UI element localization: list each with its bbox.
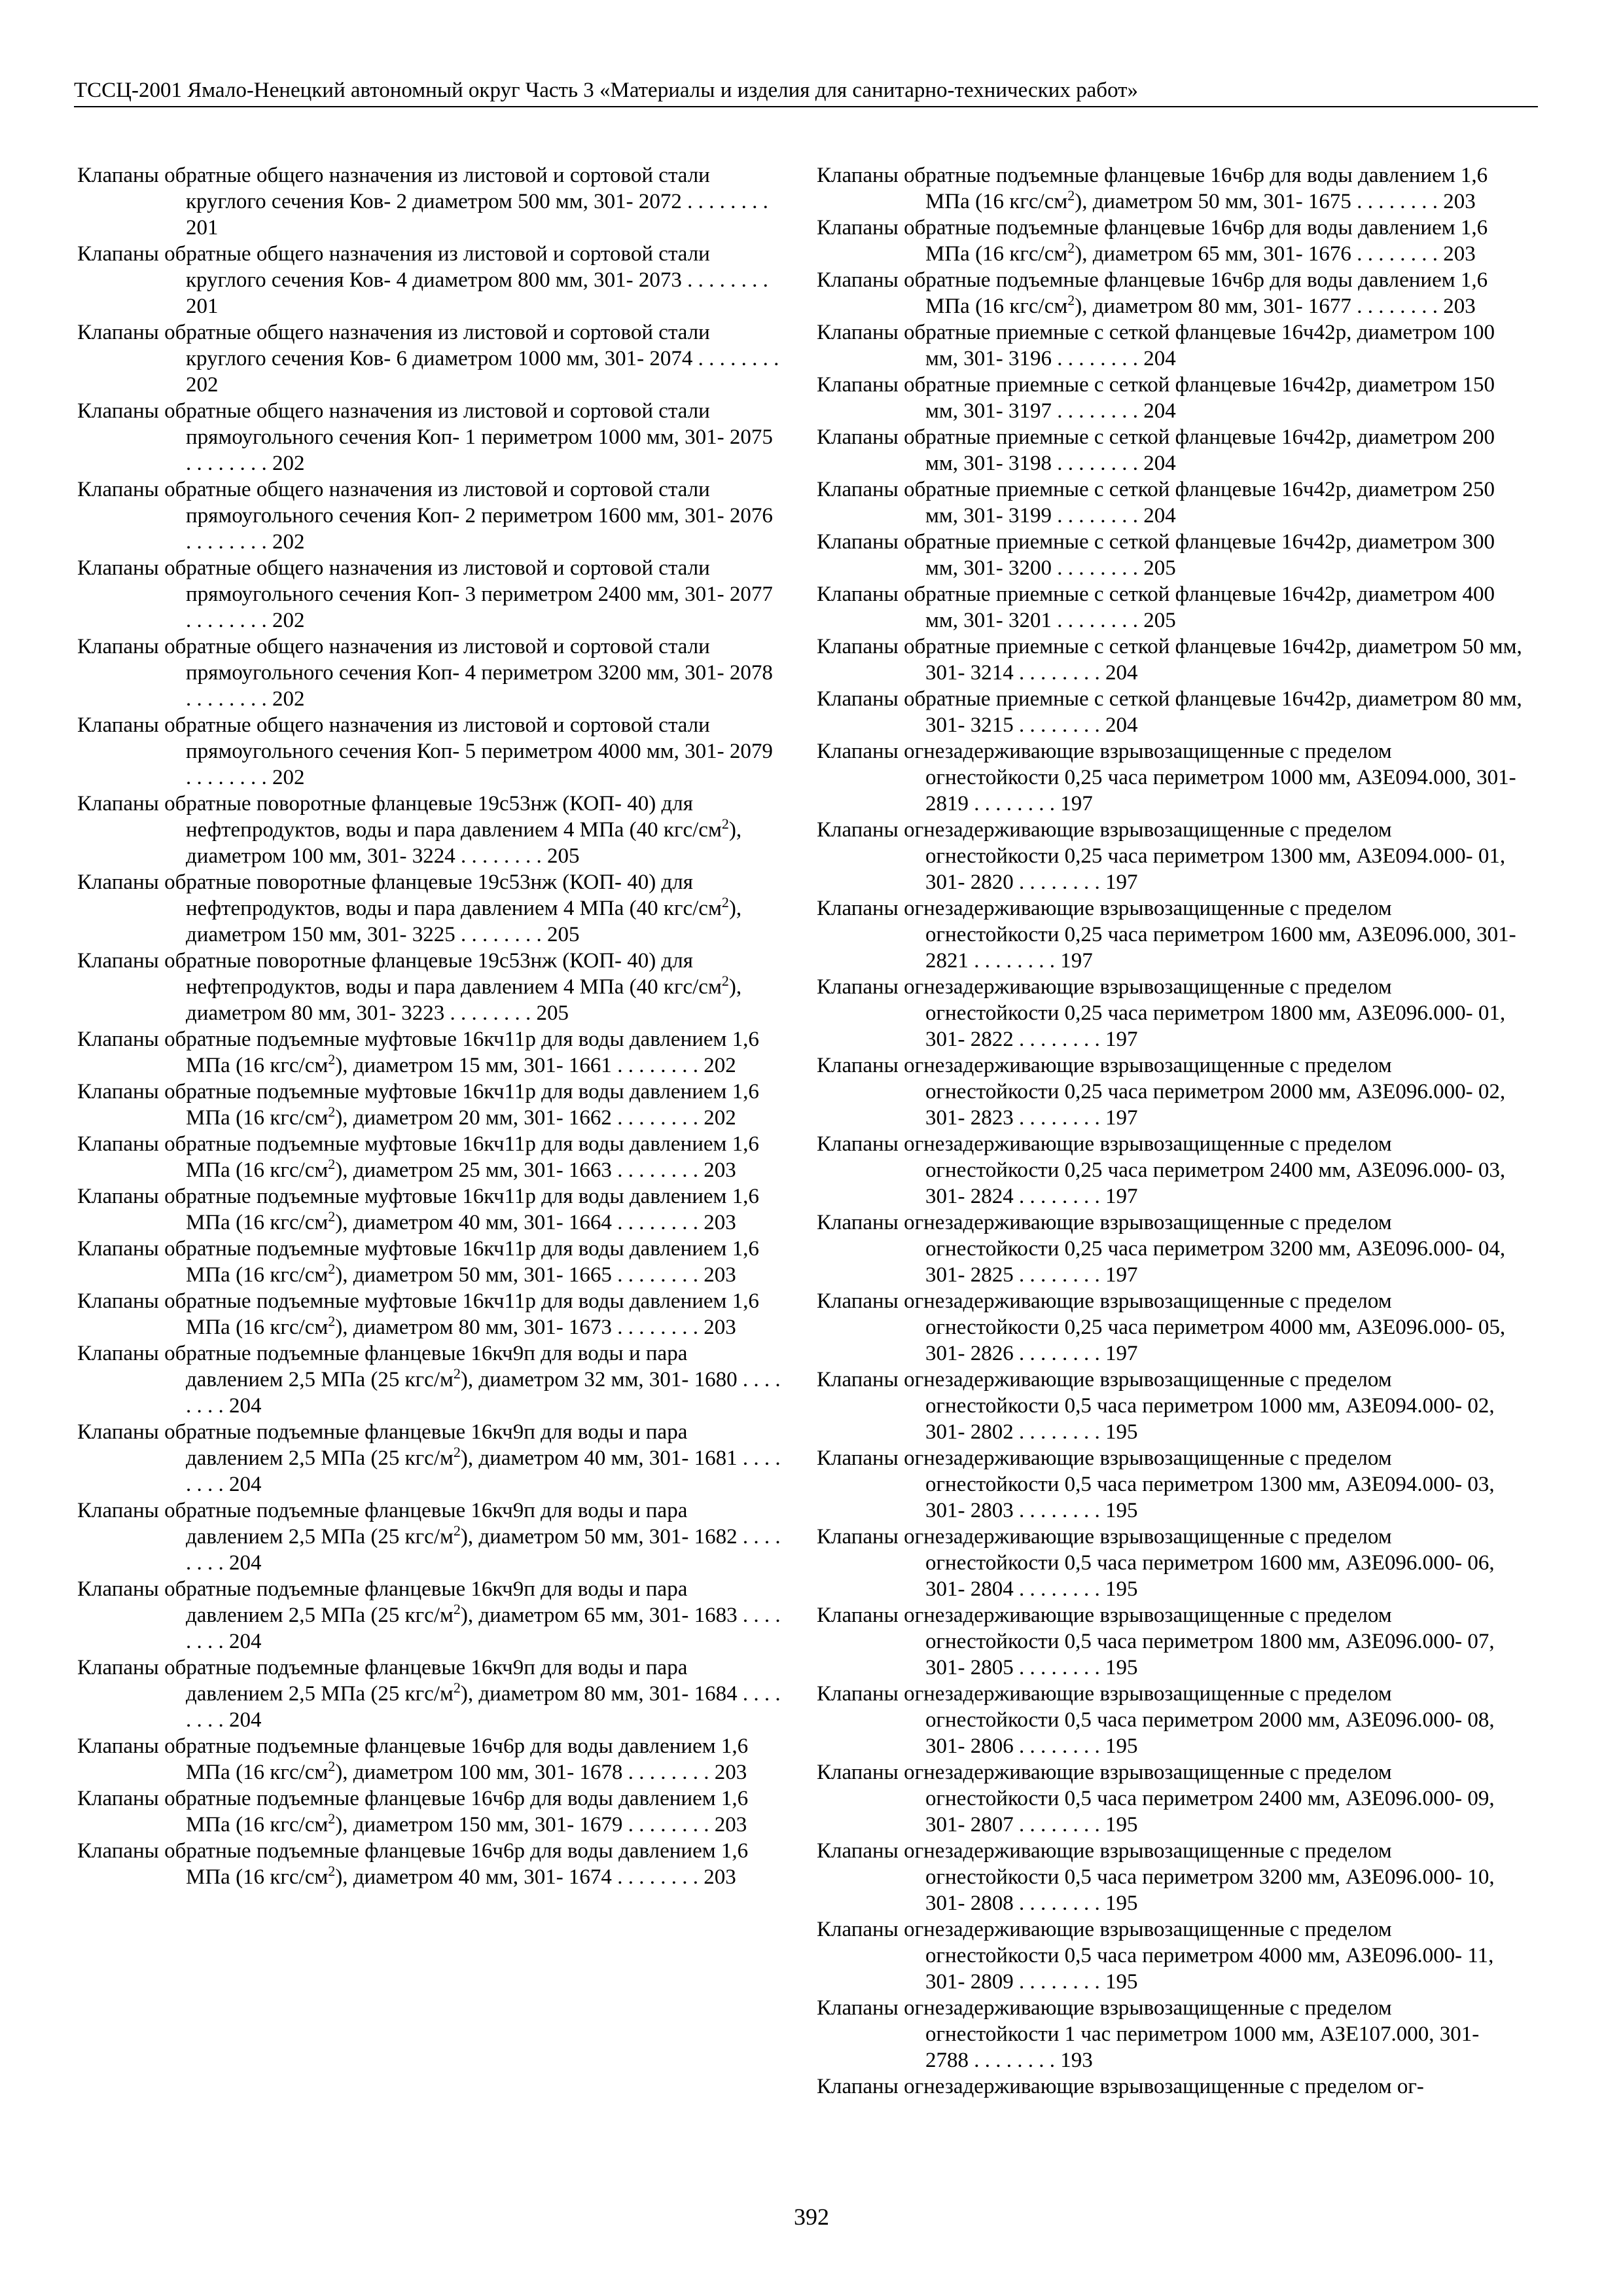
index-entry — [817, 686, 1525, 738]
index-entry-text: Клапаны обратные поворотные фланцевые 19с53нж (КОП- 40) для нефтепродуктов, воды и пара давлением 4 МПа (40 кгс/$см^2$), диаметром 150 мм, 301- 3225 — [77, 870, 742, 946]
leader-dots: . . . . . . . . — [460, 923, 542, 946]
index-entry — [817, 1210, 1525, 1288]
index-entry-page: 195 — [1105, 1892, 1138, 1915]
index-entry-page: 202 — [272, 530, 305, 554]
index-entry-text: Клапаны обратные общего назначения из листовой и сортовой стали прямоугольного сечения Коп- 1 периметром 1000 мм, 301- 2075 — [77, 399, 773, 449]
index-entry-page: 204 — [229, 1394, 262, 1418]
index-entry-page: 202 — [704, 1054, 736, 1077]
index-entry — [817, 1288, 1525, 1367]
leader-dots: . . . . . . . . — [460, 844, 542, 868]
leader-dots: . . . . . . . . — [1019, 1656, 1100, 1679]
index-entry-text: Клапаны огнезадерживающие взрывозащищенные с пределом огнестойкости 0,5 часа периметром 2400 мм, АЗЕ096.000- 09, 301- 2807 — [817, 1761, 1495, 1837]
index-entry-text: Клапаны обратные подъемные фланцевые 16кч9п для воды и пара давлением 2,5 МПа (25 кгс/$м^2$), диаметром 65 мм, 301- 1683 — [77, 1577, 738, 1627]
index-entry-page: 204 — [1105, 661, 1138, 685]
index-entry-text: Клапаны обратные приемные с сеткой фланцевые 16ч42р, диаметром 400 мм, 301- 3201 — [817, 583, 1495, 632]
index-entry-text: Клапаны обратные приемные с сеткой фланцевые 16ч42р, диаметром 300 мм, 301- 3200 — [817, 530, 1495, 580]
index-entry-page: 195 — [1105, 1499, 1138, 1522]
index-entry-text: Клапаны огнезадерживающие взрывозащищенные с пределом ог- — [817, 2075, 1424, 2098]
leader-dots: . . . . . . . . — [617, 1316, 698, 1339]
index-entry — [817, 1052, 1525, 1131]
index-entry-page: 197 — [1105, 870, 1138, 894]
index-entry-text: Клапаны обратные поворотные фланцевые 19с53нж (КОП- 40) для нефтепродуктов, воды и пара давлением 4 МПа (40 кгс/$см^2$), диаметром 80 мм, 301- 3223 — [77, 949, 742, 1025]
index-entry — [817, 974, 1525, 1052]
index-entry-text: Клапаны обратные приемные с сеткой фланцевые 16ч42р, диаметром 200 мм, 301- 3198 — [817, 425, 1495, 475]
index-entry-page: 197 — [1060, 792, 1093, 816]
index-entry-text: Клапаны обратные подъемные фланцевые 16ч6р для воды давлением 1,6 МПа (16 кгс/$см^2$), диаметром 40 мм, 301- 1674 — [77, 1839, 749, 1889]
leader-dots: . . . . . . . . — [1019, 1892, 1100, 1915]
index-entry — [77, 398, 783, 476]
index-entry — [817, 319, 1525, 372]
index-entry — [817, 215, 1525, 267]
index-entry-text: Клапаны обратные подъемные фланцевые 16ч6р для воды давлением 1,6 МПа (16 кгс/$см^2$), диаметром 65 мм, 301- 1676 — [817, 216, 1488, 266]
index-entry-text: Клапаны обратные общего назначения из листовой и сортовой стали прямоугольного сечения Коп- 2 периметром 1600 мм, 301- 2076 — [77, 478, 773, 528]
leader-dots: . . . . . . . . — [1019, 1970, 1100, 1994]
index-entry-text: Клапаны обратные приемные с сеткой фланцевые 16ч42р, диаметром 100 мм, 301- 3196 — [817, 321, 1495, 370]
leader-dots: . . . . . . . . — [1019, 1499, 1100, 1522]
leader-dots: . . . . . . . . — [974, 2049, 1055, 2072]
leader-dots: . . . . . . . . — [1019, 1263, 1100, 1287]
index-entry-page: 201 — [186, 216, 219, 240]
leader-dots: . . . . . . . . — [186, 687, 267, 711]
leader-dots: . . . . . . . . — [617, 1106, 698, 1130]
index-entry-text: Клапаны обратные общего назначения из листовой и сортовой стали круглого сечения Ков- 4 диаметром 800 мм, 301- 2073 — [77, 242, 710, 292]
index-entry-page: 204 — [229, 1473, 262, 1496]
index-entry-page: 203 — [704, 1158, 736, 1182]
index-entry-page: 204 — [1143, 452, 1176, 475]
index-entry — [77, 1419, 783, 1498]
index-entry — [817, 2073, 1525, 2100]
index-entry-text: Клапаны обратные подъемные фланцевые 16ч6р для воды давлением 1,6 МПа (16 кгс/$см^2$), диаметром 80 мм, 301- 1677 — [817, 268, 1488, 318]
index-entry-page: 204 — [1143, 504, 1176, 528]
index-entry-page: 203 — [1443, 242, 1476, 266]
index-entry-text: Клапаны огнезадерживающие взрывозащищенные с пределом огнестойкости 0,25 часа периметром 1300 мм, АЗЕ094.000- 01, 301- 2820 — [817, 818, 1506, 894]
leader-dots: . . . . . . . . — [1019, 1185, 1100, 1208]
leader-dots: . . . . . . . . — [186, 530, 267, 554]
index-entry — [817, 372, 1525, 424]
index-column-left — [77, 162, 783, 1890]
index-entry-page: 197 — [1105, 1185, 1138, 1208]
index-entry — [817, 817, 1525, 895]
index-entry-text: Клапаны обратные подъемные муфтовые 16кч11р для воды давлением 1,6 МПа (16 кгс/$см^2$), диаметром 25 мм, 301- 1663 — [77, 1132, 759, 1182]
leader-dots: . . . . . . . . — [186, 1682, 781, 1732]
index-entry-page: 203 — [1443, 295, 1476, 318]
index-entry-page: 204 — [1143, 399, 1176, 423]
index-entry-page: 197 — [1105, 1263, 1138, 1287]
index-entry — [77, 634, 783, 712]
index-entry-text: Клапаны огнезадерживающие взрывозащищенные с пределом огнестойкости 0,5 часа периметром 1600 мм, АЗЕ096.000- 06, 301- 2804 — [817, 1525, 1495, 1601]
index-entry-text: Клапаны огнезадерживающие взрывозащищенные с пределом огнестойкости 0,5 часа периметром 4000 мм, АЗЕ096.000- 11, 301- 2809 — [817, 1918, 1494, 1994]
index-entry-text: Клапаны огнезадерживающие взрывозащищенные с пределом огнестойкости 0,25 часа периметром 2400 мм, АЗЕ096.000- 03, 301- 2824 — [817, 1132, 1506, 1208]
leader-dots: . . . . . . . . — [186, 1368, 781, 1418]
index-entry-page: 202 — [272, 687, 305, 711]
index-entry-page: 195 — [1105, 1577, 1138, 1601]
leader-dots: . . . . . . . . — [1019, 1420, 1100, 1444]
index-entry — [77, 476, 783, 555]
index-entry-page: 202 — [186, 373, 219, 397]
index-entry-text: Клапаны огнезадерживающие взрывозащищенные с пределом огнестойкости 0,25 часа периметром 2000 мм, АЗЕ096.000- 02, 301- 2823 — [817, 1054, 1506, 1130]
index-entry-text: Клапаны обратные подъемные муфтовые 16кч11р для воды давлением 1,6 МПа (16 кгс/$см^2$), диаметром 50 мм, 301- 1665 — [77, 1237, 759, 1287]
leader-dots: . . . . . . . . — [186, 1604, 781, 1653]
index-entry-page: 205 — [536, 1001, 569, 1025]
leader-dots: . . . . . . . . — [1357, 295, 1438, 318]
index-entry-text: Клапаны огнезадерживающие взрывозащищенные с пределом огнестойкости 0,5 часа периметром 1000 мм, АЗЕ094.000- 02, 301- 2802 — [817, 1368, 1495, 1444]
leader-dots: . . . . . . . . — [617, 1054, 698, 1077]
leader-dots: . . . . . . . . — [1057, 504, 1139, 528]
leader-dots: . . . . . . . . — [1019, 1342, 1100, 1365]
index-entry — [817, 1681, 1525, 1759]
index-entry-text: Клапаны огнезадерживающие взрывозащищенные с пределом огнестойкости 1 час периметром 1000 мм, АЗЕ107.000, 301- 2788 — [817, 1996, 1480, 2072]
index-entry-page: 202 — [272, 766, 305, 789]
index-entry-text: Клапаны обратные приемные с сеткой фланцевые 16ч42р, диаметром 80 мм, 301- 3215 — [817, 687, 1522, 737]
leader-dots: . . . . . . . . — [1019, 1028, 1100, 1051]
index-entry-page: 195 — [1105, 1420, 1138, 1444]
leader-dots: . . . . . . . . — [1057, 347, 1139, 370]
index-entry — [817, 581, 1525, 634]
index-entry — [817, 162, 1525, 215]
page-header: ТССЦ-2001 Ямало-Ненецкий автономный округ Часть 3 «Материалы и изделия для санитарно-технических работ» — [74, 77, 1538, 107]
index-entry — [817, 1524, 1525, 1602]
leader-dots: . . . . . . . . — [1357, 190, 1438, 213]
leader-dots: . . . . . . . . — [974, 792, 1055, 816]
index-entry-page: 204 — [1143, 347, 1176, 370]
index-entry — [817, 1367, 1525, 1445]
page-number: 392 — [794, 2204, 829, 2230]
index-entry — [817, 267, 1525, 319]
index-entry — [817, 476, 1525, 529]
index-entry-page: 202 — [272, 609, 305, 632]
index-entry — [77, 712, 783, 791]
index-entry-page: 197 — [1105, 1342, 1138, 1365]
leader-dots: . . . . . . . . — [687, 190, 768, 213]
leader-dots: . . . . . . . . — [1019, 1106, 1100, 1130]
index-entry-text: Клапаны огнезадерживающие взрывозащищенные с пределом огнестойкости 0,25 часа периметром 1000 мм, АЗЕ094.000, 301- 2819 — [817, 740, 1516, 816]
index-entry-page: 203 — [704, 1316, 736, 1339]
index-entry — [77, 1733, 783, 1785]
index-entry-text: Клапаны огнезадерживающие взрывозащищенные с пределом огнестойкости 0,5 часа периметром 2000 мм, АЗЕ096.000- 08, 301- 2806 — [817, 1682, 1495, 1758]
index-entry — [77, 1340, 783, 1419]
leader-dots: . . . . . . . . — [186, 766, 267, 789]
index-entry-text: Клапаны обратные приемные с сеткой фланцевые 16ч42р, диаметром 250 мм, 301- 3199 — [817, 478, 1495, 528]
leader-dots: . . . . . . . . — [617, 1211, 698, 1234]
index-entry — [77, 1183, 783, 1236]
index-entry — [77, 1288, 783, 1340]
index-entry-text: Клапаны обратные подъемные фланцевые 16кч9п для воды и пара давлением 2,5 МПа (25 кгс/$м^2$), диаметром 50 мм, 301- 1682 — [77, 1499, 738, 1549]
index-entry — [77, 791, 783, 869]
leader-dots: . . . . . . . . — [1057, 452, 1139, 475]
index-entry-page: 195 — [1105, 1970, 1138, 1994]
index-entry — [77, 319, 783, 398]
index-entry-page: 195 — [1105, 1734, 1138, 1758]
leader-dots: . . . . . . . . — [1019, 713, 1100, 737]
index-entry-page: 203 — [714, 1813, 747, 1837]
leader-dots: . . . . . . . . — [617, 1158, 698, 1182]
index-entry-text: Клапаны обратные приемные с сеткой фланцевые 16ч42р, диаметром 150 мм, 301- 3197 — [817, 373, 1495, 423]
leader-dots: . . . . . . . . — [1057, 399, 1139, 423]
index-entry-page: 205 — [546, 923, 580, 946]
index-entry-page: 203 — [1443, 190, 1476, 213]
leader-dots: . . . . . . . . — [1019, 1577, 1100, 1601]
index-entry-text: Клапаны обратные общего назначения из листовой и сортовой стали круглого сечения Ков- 2 диаметром 500 мм, 301- 2072 — [77, 164, 710, 213]
index-entry-page: 202 — [704, 1106, 736, 1130]
leader-dots: . . . . . . . . — [186, 1525, 781, 1575]
index-entry — [77, 948, 783, 1026]
index-entry-page: 203 — [704, 1865, 736, 1889]
index-entry-page: 205 — [546, 844, 580, 868]
index-entry — [77, 869, 783, 948]
index-entry — [77, 1576, 783, 1655]
index-entry — [817, 738, 1525, 817]
index-entry-page: 204 — [229, 1708, 262, 1732]
leader-dots: . . . . . . . . — [628, 1813, 709, 1837]
index-entry — [817, 1995, 1525, 2073]
leader-dots: . . . . . . . . — [628, 1761, 709, 1784]
index-entry-text: Клапаны обратные общего назначения из листовой и сортовой стали прямоугольного сечения Коп- 5 периметром 4000 мм, 301- 2079 — [77, 713, 773, 763]
index-entry — [817, 424, 1525, 476]
index-entry — [77, 241, 783, 319]
index-entry-text: Клапаны обратные подъемные фланцевые 16кч9п для воды и пара давлением 2,5 МПа (25 кгс/$м^2$), диаметром 80 мм, 301- 1684 — [77, 1656, 738, 1706]
index-entry-text: Клапаны огнезадерживающие взрывозащищенные с пределом огнестойкости 0,25 часа периметром 1600 мм, АЗЕ096.000, 301- 2821 — [817, 897, 1516, 973]
index-entry — [77, 1026, 783, 1079]
index-entry-text: Клапаны огнезадерживающие взрывозащищенные с пределом огнестойкости 0,25 часа периметром 4000 мм, АЗЕ096.000- 05, 301- 2826 — [817, 1289, 1506, 1365]
index-entry-text: Клапаны обратные подъемные муфтовые 16кч11р для воды давлением 1,6 МПа (16 кгс/$см^2$), диаметром 15 мм, 301- 1661 — [77, 1028, 759, 1077]
index-entry-text: Клапаны обратные общего назначения из листовой и сортовой стали прямоугольного сечения Коп- 4 периметром 3200 мм, 301- 2078 — [77, 635, 773, 685]
leader-dots: . . . . . . . . — [1019, 1734, 1100, 1758]
index-entry-page: 203 — [704, 1263, 736, 1287]
index-entry-page: 203 — [704, 1211, 736, 1234]
index-entry-page: 197 — [1105, 1028, 1138, 1051]
index-entry-text: Клапаны обратные приемные с сеткой фланцевые 16ч42р, диаметром 50 мм, 301- 3214 — [817, 635, 1522, 685]
index-entry-page: 204 — [1105, 713, 1138, 737]
index-entry-page: 195 — [1105, 1656, 1138, 1679]
index-entry-page: 201 — [186, 295, 219, 318]
index-entry-page: 195 — [1105, 1813, 1138, 1837]
index-entry-page: 204 — [229, 1630, 262, 1653]
index-entry-page: 205 — [1143, 609, 1176, 632]
leader-dots: . . . . . . . . — [1357, 242, 1438, 266]
index-entry — [77, 1236, 783, 1288]
index-entry-text: Клапаны обратные общего назначения из листовой и сортовой стали круглого сечения Ков- 6 диаметром 1000 мм, 301- 2074 — [77, 321, 710, 370]
leader-dots: . . . . . . . . — [698, 347, 779, 370]
index-entry — [77, 1785, 783, 1838]
index-entry — [77, 162, 783, 241]
index-entry — [77, 1131, 783, 1183]
index-entry — [817, 1838, 1525, 1916]
index-entry — [77, 1498, 783, 1576]
index-entry-text: Клапаны обратные поворотные фланцевые 19с53нж (КОП- 40) для нефтепродуктов, воды и пара давлением 4 МПа (40 кгс/$см^2$), диаметром 100 мм, 301- 3224 — [77, 792, 742, 868]
index-entry-page: 197 — [1060, 949, 1093, 973]
leader-dots: . . . . . . . . — [186, 1446, 781, 1496]
index-entry — [817, 895, 1525, 974]
leader-dots: . . . . . . . . — [186, 452, 267, 475]
index-entry-text: Клапаны огнезадерживающие взрывозащищенные с пределом огнестойкости 0,25 часа периметром 3200 мм, АЗЕ096.000- 04, 301- 2825 — [817, 1211, 1506, 1287]
index-entry-text: Клапаны обратные подъемные фланцевые 16ч6р для воды давлением 1,6 МПа (16 кгс/$см^2$), диаметром 100 мм, 301- 1678 — [77, 1734, 749, 1784]
index-entry-text: Клапаны обратные подъемные муфтовые 16кч11р для воды давлением 1,6 МПа (16 кгс/$см^2$), диаметром 20 мм, 301- 1662 — [77, 1080, 759, 1130]
index-entry-page: 205 — [1143, 556, 1176, 580]
index-entry-text: Клапаны обратные общего назначения из листовой и сортовой стали прямоугольного сечения Коп- 3 периметром 2400 мм, 301- 2077 — [77, 556, 773, 606]
index-entry-text: Клапаны обратные подъемные муфтовые 16кч11р для воды давлением 1,6 МПа (16 кгс/$см^2$), диаметром 80 мм, 301- 1673 — [77, 1289, 759, 1339]
index-entry — [77, 1838, 783, 1890]
index-entry — [817, 634, 1525, 686]
index-entry-text: Клапаны обратные подъемные фланцевые 16ч6р для воды давлением 1,6 МПа (16 кгс/$см^2$), диаметром 150 мм, 301- 1679 — [77, 1787, 749, 1837]
index-entry-text: Клапаны обратные подъемные фланцевые 16ч6р для воды давлением 1,6 МПа (16 кгс/$см^2$), диаметром 50 мм, 301- 1675 — [817, 164, 1488, 213]
leader-dots: . . . . . . . . — [617, 1865, 698, 1889]
index-entry-page: 197 — [1105, 1106, 1138, 1130]
leader-dots: . . . . . . . . — [186, 609, 267, 632]
leader-dots: . . . . . . . . — [687, 268, 768, 292]
index-entry-text: Клапаны обратные подъемные фланцевые 16кч9п для воды и пара давлением 2,5 МПа (25 кгс/$м^2$), диаметром 32 мм, 301- 1680 — [77, 1342, 738, 1391]
leader-dots: . . . . . . . . — [1019, 1813, 1100, 1837]
index-entry-page: 202 — [272, 452, 305, 475]
index-entry-text: Клапаны обратные подъемные муфтовые 16кч11р для воды давлением 1,6 МПа (16 кгс/$см^2$), диаметром 40 мм, 301- 1664 — [77, 1185, 759, 1234]
index-entry-page: 204 — [229, 1551, 262, 1575]
index-entry — [77, 1079, 783, 1131]
index-entry-text: Клапаны огнезадерживающие взрывозащищенные с пределом огнестойкости 0,5 часа периметром 1300 мм, АЗЕ094.000- 03, 301- 2803 — [817, 1446, 1495, 1522]
index-entry-text: Клапаны огнезадерживающие взрывозащищенные с пределом огнестойкости 0,25 часа периметром 1800 мм, АЗЕ096.000- 01, 301- 2822 — [817, 975, 1506, 1051]
leader-dots: . . . . . . . . — [974, 949, 1055, 973]
index-entry-page: 203 — [714, 1761, 747, 1784]
index-entry — [817, 529, 1525, 581]
index-column-right — [817, 162, 1525, 2100]
leader-dots: . . . . . . . . — [617, 1263, 698, 1287]
leader-dots: . . . . . . . . — [1057, 609, 1139, 632]
index-entry-text: Клапаны огнезадерживающие взрывозащищенные с пределом огнестойкости 0,5 часа периметром 3200 мм, АЗЕ096.000- 10, 301- 2808 — [817, 1839, 1495, 1915]
index-entry-text: Клапаны огнезадерживающие взрывозащищенные с пределом огнестойкости 0,5 часа периметром 1800 мм, АЗЕ096.000- 07, 301- 2805 — [817, 1604, 1495, 1679]
index-entry — [817, 1445, 1525, 1524]
index-entry — [77, 555, 783, 634]
index-entry — [77, 1655, 783, 1733]
leader-dots: . . . . . . . . — [1057, 556, 1139, 580]
index-entry — [817, 1916, 1525, 1995]
index-entry — [817, 1759, 1525, 1838]
leader-dots: . . . . . . . . — [1019, 661, 1100, 685]
index-entry-page: 193 — [1060, 2049, 1093, 2072]
index-entry — [817, 1131, 1525, 1210]
leader-dots: . . . . . . . . — [1019, 870, 1100, 894]
leader-dots: . . . . . . . . — [450, 1001, 531, 1025]
index-entry — [817, 1602, 1525, 1681]
index-entry-text: Клапаны обратные подъемные фланцевые 16кч9п для воды и пара давлением 2,5 МПа (25 кгс/$м^2$), диаметром 40 мм, 301- 1681 — [77, 1420, 738, 1470]
